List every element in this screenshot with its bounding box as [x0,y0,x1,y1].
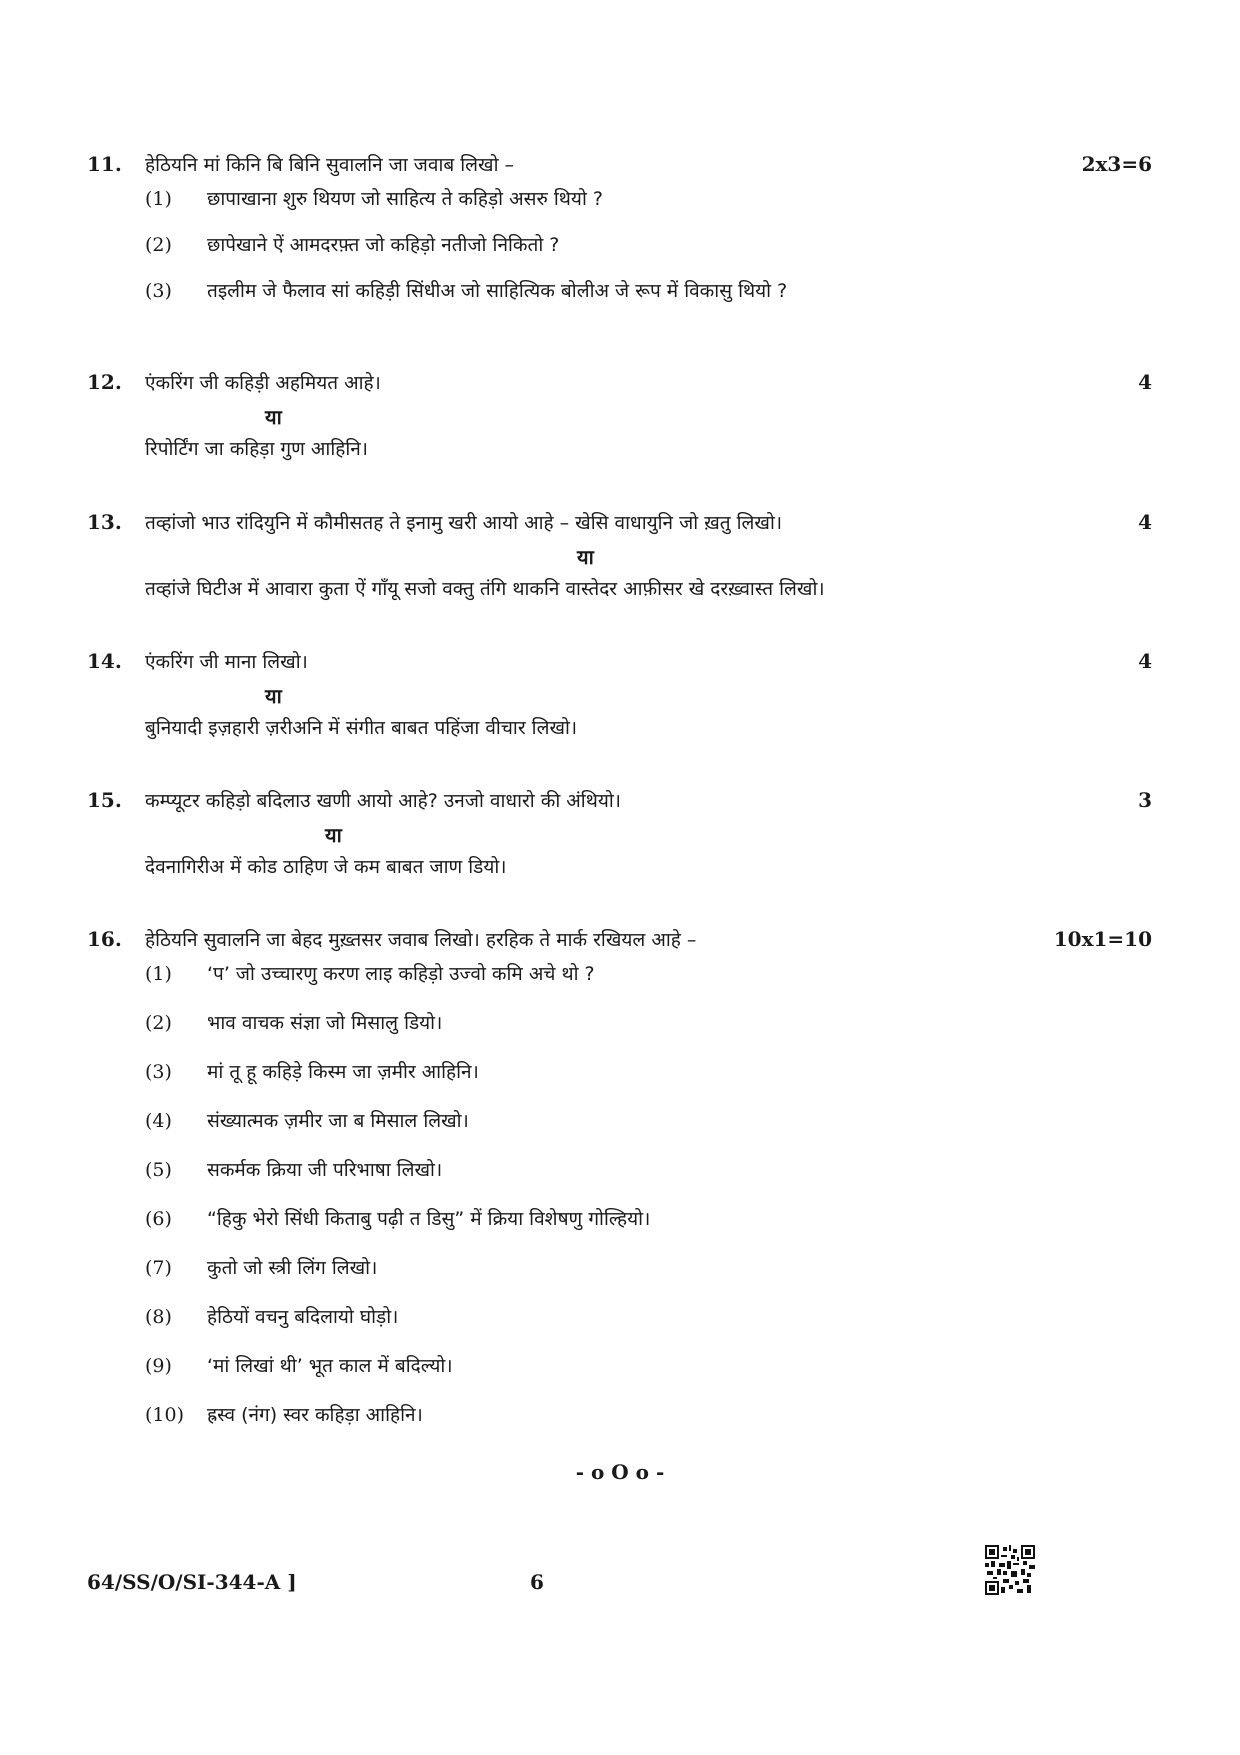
question-text: हेठियनि मां किनि बि बिनि सुवालनि जा जवाब लिखो – [145,154,515,176]
question-number: 16. [87,927,122,951]
question-text: एंकरिंग जी कहिड़ी अहमियत आहे। [145,372,381,394]
sub-question-text: सकर्मक क्रिया जी परिभाषा लिखो। [207,1159,443,1181]
sub-question-number: (10) [145,1404,185,1426]
sub-question-text: भाव वाचक संज्ञा जो मिसालु डियो। [207,1012,443,1034]
or-separator: या [265,684,282,708]
or-separator: या [325,823,342,847]
sub-question-text: कुतो जो स्त्री लिंग लिखो। [207,1257,378,1279]
question-11 [87,150,1152,316]
sub-question-text: हेठियों वचनु बदिलायो घोड़ो। [207,1306,399,1328]
question-number: 12. [87,370,122,394]
sub-question [87,276,1152,316]
sub-question [87,1302,1152,1351]
sub-question-number: (4) [145,1110,172,1132]
sub-question-text: छापाखाना शुरु थियण जो साहित्य ते कहिड़ो असरु थियो ? [207,188,603,210]
sub-question-number: (8) [145,1306,172,1328]
question-marks: 4 [1138,649,1152,673]
sub-question [87,230,1152,276]
question-14 [87,647,1152,747]
paper-code: 64/SS/O/SI-344-A ] [87,1570,297,1594]
question-13 [87,508,1152,608]
page-number: 6 [530,1570,544,1594]
question-number: 15. [87,788,122,812]
question-number: 13. [87,510,122,534]
or-separator: या [577,545,594,569]
sub-question-number: (3) [145,280,172,302]
alternative-question: तव्हांजे घिटीअ में आवारा कुता ऐं गाँयू सजो वक्तु तंगि थाकनि वास्तेदर आफ़ीसर खे दरख़्वास्त लिखो। [145,578,825,600]
sub-question [87,1106,1152,1155]
question-marks: 4 [1138,510,1152,534]
question-number: 14. [87,649,122,673]
sub-question-number: (1) [145,188,172,210]
sub-question-text: संख्यात्मक ज़मीर जा ब मिसाल लिखो। [207,1110,469,1132]
alternative-question: रिपोर्टिंग जा कहिड़ा गुण आहिनि। [145,438,368,460]
sub-question [87,1253,1152,1302]
alternative-question: बुनियादी इज़हारी ज़रीअनि में संगीत बाबत पहिंजा वीचार लिखो। [145,717,578,739]
sub-question-number: (7) [145,1257,172,1279]
sub-question-number: (5) [145,1159,172,1181]
sub-question-number: (1) [145,963,172,985]
question-marks: 10x1=10 [1053,927,1152,951]
sub-question [87,1204,1152,1253]
sub-question-number: (2) [145,234,172,256]
question-12 [87,368,1152,468]
sub-question [87,184,1152,230]
question-marks: 2x3=6 [1081,152,1152,176]
question-16 [87,925,1152,1449]
sub-question [87,1155,1152,1204]
qr-code-icon [985,1545,1035,1595]
question-text: कम्प्यूटर कहिड़ो बदिलाउ खणी आयो आहे? उनजो वाधारो की अंथियो। [145,790,622,812]
sub-question-text: छापेखाने ऐं आमदरफ़्त जो कहिड़ो नतीजो निकितो ? [207,234,560,256]
sub-question-number: (2) [145,1012,172,1034]
alternative-question: देवनागिरीअ में कोड ठाहिण जे कम बाबत जाण डियो। [145,856,507,878]
question-text: तव्हांजो भाउ रांदियुनि में कौमीसतह ते इनामु खरी आयो आहे – खेसि वाधायुनि जो ख़तु लिखो। [145,512,783,534]
sub-question-number: (3) [145,1061,172,1083]
sub-question [87,1008,1152,1057]
sub-question-number: (6) [145,1208,172,1230]
sub-question-text: ‘प’ जो उच्चारणु करण लाइ कहिड़ो उज्वो कमि अचे थो ? [207,963,595,985]
sub-question-text: “हिकु भेरो सिंधी किताबु पढ़ी त डिसु” में क्रिया विशेषणु गोल्हियो। [207,1208,651,1230]
or-separator: या [265,405,282,429]
question-text: एंकरिंग जी माना लिखो। [145,651,308,673]
question-15 [87,786,1152,886]
sub-question-text: ‘मां लिखां थी’ भूत काल में बदिल्यो। [207,1355,453,1377]
sub-question-text: तइलीम जे फैलाव सां कहिड़ी सिंधीअ जो साहित्यिक बोलीअ जे रूप में विकासु थियो ? [207,280,788,302]
sub-question [87,1400,1152,1449]
question-marks: 3 [1138,788,1152,812]
sub-question [87,959,1152,1008]
question-marks: 4 [1138,370,1152,394]
sub-question [87,1351,1152,1400]
sub-question-text: ह्रस्व (नंग) स्वर कहिड़ा आहिनि। [207,1404,423,1426]
sub-question-number: (9) [145,1355,172,1377]
sub-question-text: मां तू हू कहिड़े किस्म जा ज़मीर आहिनि। [207,1061,479,1083]
question-number: 11. [87,152,122,176]
question-text: हेठियनि सुवालनि जा बेहद मुख़्तसर जवाब लिखो। हरहिक ते मार्क रखियल आहे – [145,929,697,951]
sub-question [87,1057,1152,1106]
end-of-paper-mark: - o O o - [575,1460,665,1484]
